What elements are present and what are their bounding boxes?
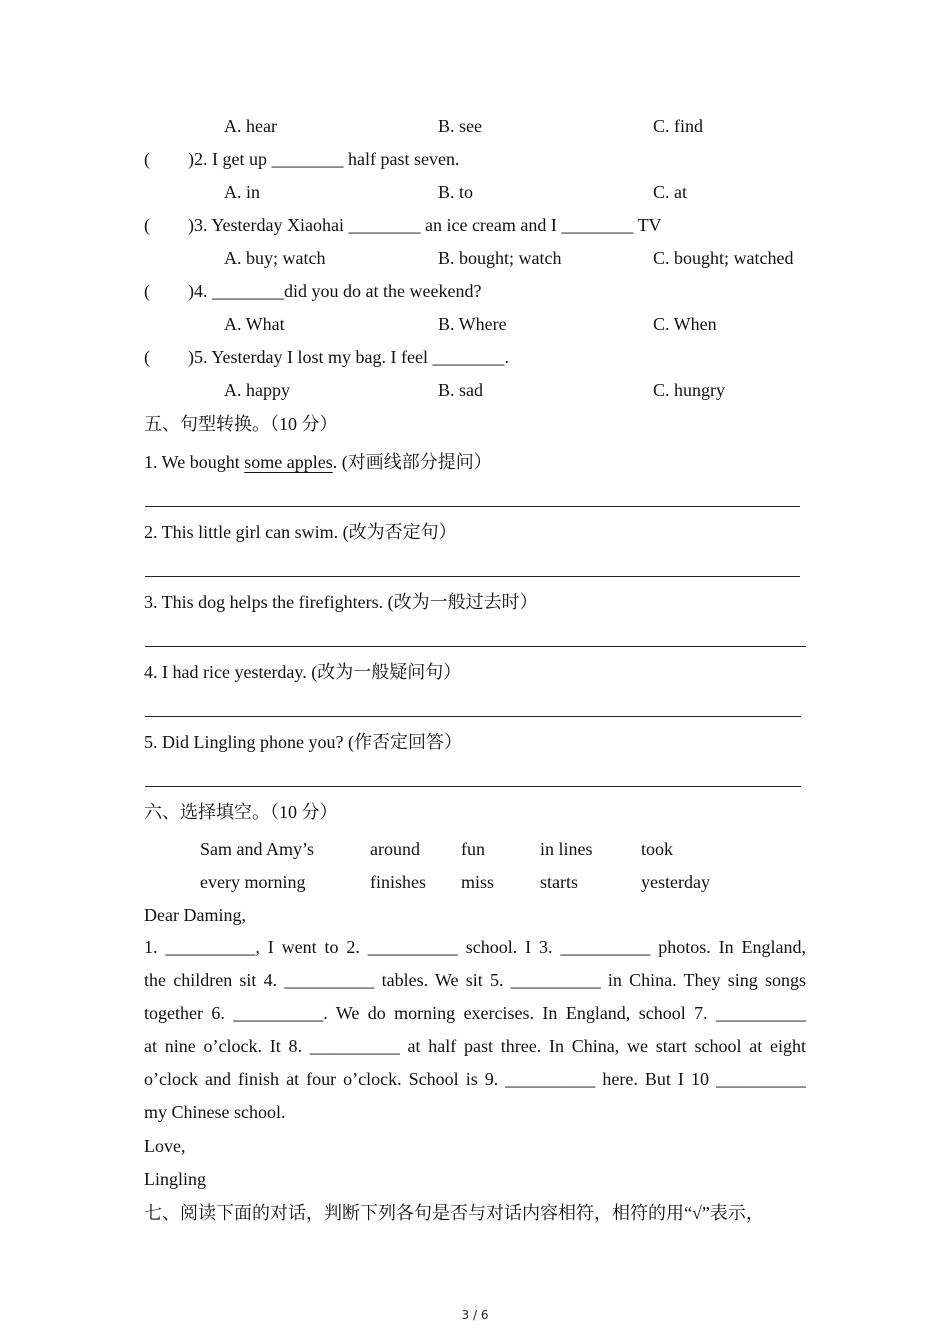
q4-option-b: B. Where [438, 314, 507, 334]
q2-option-b: B. to [438, 182, 474, 202]
word-bank-item: yesterday [641, 872, 710, 892]
answer-line-4[interactable] [145, 716, 801, 717]
q2-option-c: C. at [653, 182, 687, 202]
q4-option-a: A. What [224, 314, 285, 334]
letter-greeting: Dear Daming, [144, 905, 246, 925]
letter-closing: Love, [144, 1136, 186, 1156]
q5-option-a: A. happy [224, 380, 290, 400]
paragraph-line: together 6. __________. We do morning exercises. In England, school 7. __________ [144, 1003, 806, 1023]
transform-item-1 [144, 451, 492, 473]
word-bank-item: around [370, 839, 420, 859]
question-3: 3. Yesterday Xiaohai ________ an ice cream and I ________ TV [194, 215, 662, 235]
q4-option-c: C. When [653, 314, 717, 334]
transform-item-4: 4. I had rice yesterday. (改为一般疑问句） [144, 662, 462, 682]
paragraph-line: o’clock and finish at four o’clock. School is 9. __________ here. But I 10 __________ [144, 1069, 806, 1089]
word-bank-item: miss [461, 872, 495, 892]
q1-option-b: B. see [438, 116, 482, 136]
paragraph-line: my Chinese school. [144, 1102, 286, 1122]
paragraph-line: 1. __________, I went to 2. __________ school. I 3. __________ photos. In England, [144, 937, 806, 957]
letter-paragraph [144, 931, 806, 1129]
transform-item-2: 2. This little girl can swim. (改为否定句） [144, 522, 457, 542]
word-bank-item: fun [461, 839, 485, 859]
answer-bracket-open: ( [144, 347, 150, 367]
q5-option-c: C. hungry [653, 380, 725, 400]
answer-bracket-close: ) [188, 215, 194, 235]
word-bank-item: Sam and Amy’s [200, 839, 315, 859]
paragraph-line: at nine o’clock. It 8. __________ at half past three. In China, we start school at eight [144, 1036, 806, 1056]
answer-line-1[interactable] [145, 506, 800, 507]
question-5: 5. Yesterday I lost my bag. I feel ________. [194, 347, 509, 367]
answer-bracket-open: ( [144, 215, 150, 235]
answer-bracket-close: ) [188, 149, 194, 169]
section-6-title: 六、选择填空。（10 分） [144, 802, 338, 822]
q1-option-a: A. hear [224, 116, 277, 136]
transform-item-1-pre: 1. We bought [144, 452, 245, 472]
letter-signature: Lingling [144, 1169, 206, 1189]
answer-line-5[interactable] [145, 786, 801, 787]
word-bank-item: in lines [540, 839, 593, 859]
answer-bracket-close: ) [188, 281, 194, 301]
q5-option-b: B. sad [438, 380, 483, 400]
paragraph-line: the children sit 4. __________ tables. We sit 5. __________ in China. They sing songs [144, 970, 806, 990]
transform-item-5: 5. Did Lingling phone you? (作否定回答） [144, 732, 462, 752]
section-5-title: 五、句型转换。（10 分） [144, 414, 338, 434]
q2-option-a: A. in [224, 182, 260, 202]
word-bank-item: took [641, 839, 674, 859]
transform-item-1-post: . (对画线部分提问） [332, 452, 492, 472]
q3-option-b: B. bought; watch [438, 248, 562, 268]
q3-option-c: C. bought; watched [653, 248, 794, 268]
section-7-title: 七、阅读下面的对话，判断下列各句是否与对话内容相符，相符的用“√”表示， [144, 1203, 764, 1223]
page-number: 3 / 6 [461, 1308, 489, 1322]
answer-bracket-open: ( [144, 281, 150, 301]
q3-option-a: A. buy; watch [224, 248, 326, 268]
word-bank-item: starts [540, 872, 578, 892]
underlined-phrase: some apples [244, 452, 333, 472]
word-bank-item: finishes [370, 872, 426, 892]
question-2: 2. I get up ________ half past seven. [194, 149, 460, 169]
answer-line-3[interactable] [145, 646, 806, 647]
q1-option-c: C. find [653, 116, 704, 136]
answer-bracket-close: ) [188, 347, 194, 367]
answer-bracket-open: ( [144, 149, 150, 169]
transform-item-3: 3. This dog helps the firefighters. (改为一般过去时） [144, 592, 538, 612]
answer-line-2[interactable] [145, 576, 800, 577]
question-4: 4. ________did you do at the weekend? [194, 281, 482, 301]
word-bank-item: every morning [200, 872, 306, 892]
